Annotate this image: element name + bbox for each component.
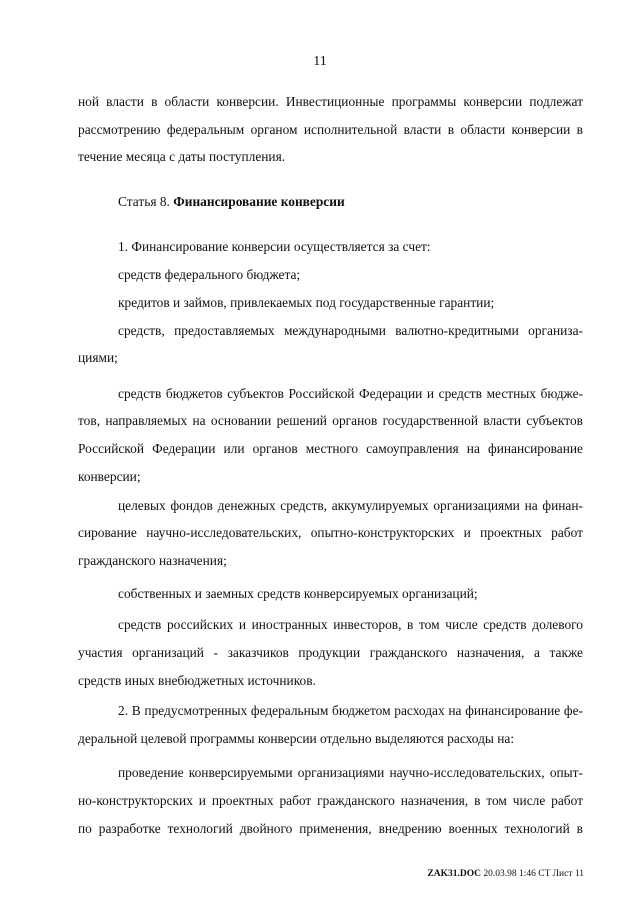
file-initials: CT [538, 869, 551, 879]
text-line: средств иных внебюджетных источников. [78, 673, 316, 688]
text-line: по разработке технологий двойного применения, внедрению военных технологий в [78, 821, 583, 836]
article-number: Статья 8. [118, 194, 170, 209]
text-line: рассмотрению федеральным органом исполнительной власти в области конверсии в [78, 122, 583, 137]
text-line: Российской Федерации или органов местного самоуправления на финансирование [78, 441, 583, 456]
sheet-number: Лист 11 [552, 869, 584, 879]
text-line: собственных и заемных средств конверсируемых организаций; [118, 586, 478, 601]
file-code: ZAK31.DOC [427, 869, 481, 879]
text-line: средств российских и иностранных инвесторов, в том числе средств долевого [118, 617, 583, 632]
text-line: но-конструкторских и проектных работ гражданского назначения, в том числе работ [78, 793, 583, 808]
text-line: целевых фондов денежных средств, аккумулируемых организациями на финан- [118, 498, 583, 513]
text-line: ной власти в области конверсии. Инвестиционные программы конверсии подлежат [78, 94, 583, 109]
text-line: проведение конверсируемыми организациями научно-исследовательских, опыт- [118, 765, 583, 780]
text-line: средств бюджетов субъектов Российской Федерации и средств местных бюдже- [118, 386, 583, 401]
text-line: гражданского назначения; [78, 553, 227, 568]
page-footer [400, 869, 584, 879]
text-line: 2. В предусмотренных федеральным бюджетом расходах на финансирование фе- [118, 703, 583, 718]
text-line: сирование научно-исследовательских, опытно-конструкторских и проектных работ [78, 525, 583, 540]
text-line: средств, предоставляемых международными валютно-кредитными организа- [118, 323, 583, 338]
text-line: конверсии; [78, 469, 141, 484]
article-title: Финансирование конверсии [173, 194, 345, 209]
article-heading-line [118, 193, 583, 211]
text-line: циями; [78, 350, 118, 365]
text-line: средств федерального бюджета; [118, 267, 301, 282]
text-line: тов, направляемых на основании решений органов государственной власти субъектов [78, 413, 583, 428]
page-number: 11 [313, 54, 327, 69]
text-line: кредитов и займов, привлекаемых под государственные гарантии; [118, 295, 495, 310]
text-line: деральной целевой программы конверсии отдельно выделяются расходы на: [78, 731, 515, 746]
text-line: течение месяца с даты поступления. [78, 149, 286, 164]
text-line: участия организаций - заказчиков продукции гражданского назначения, а также [78, 645, 583, 660]
file-datetime: 20.03.98 1:46 [483, 869, 536, 879]
text-line: 1. Финансирование конверсии осуществляется за счет: [118, 239, 431, 254]
